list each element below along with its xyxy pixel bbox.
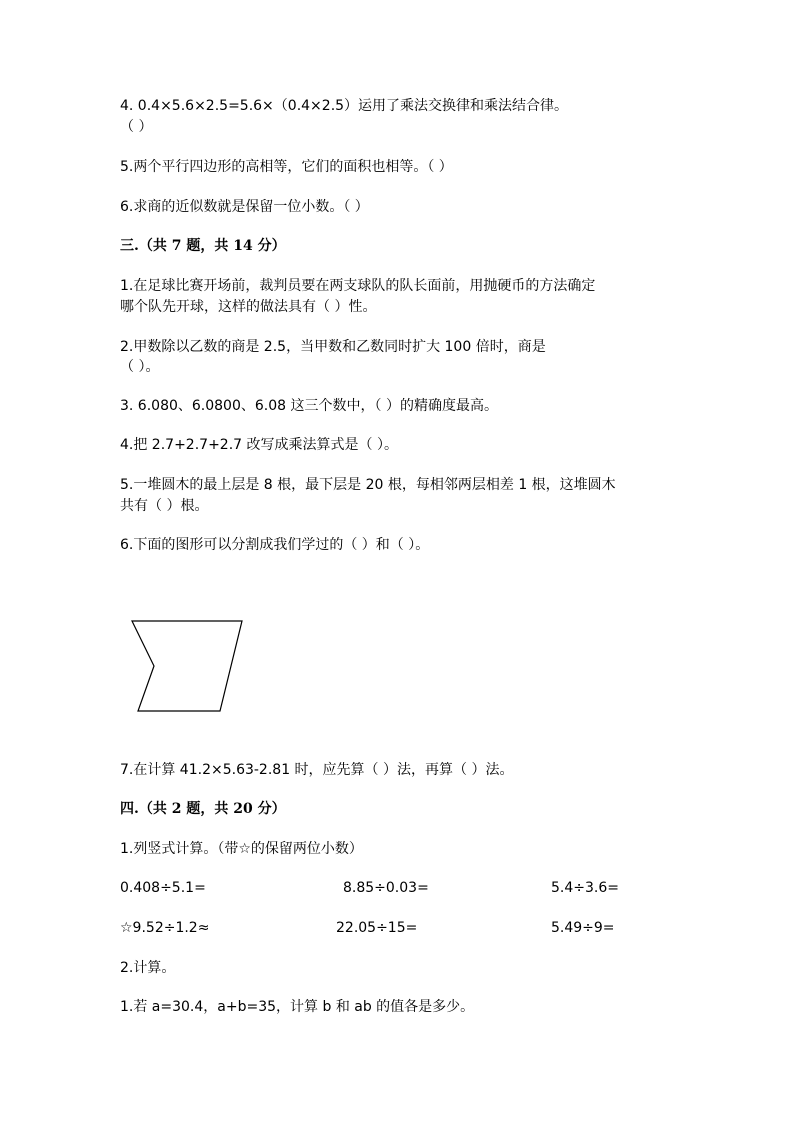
calc-row1-item2: 8.85÷0.03= <box>343 880 429 896</box>
calc-row1-item3: 5.4÷3.6= <box>551 880 619 896</box>
section3-title: 三.（共 7 题，共 14 分） <box>120 238 286 254</box>
s4-q1: 1.列竖式计算。（带☆的保留两位小数） <box>120 841 363 857</box>
s4-q2: 2.计算。 <box>120 960 176 976</box>
calc-row1-item1: 0.408÷5.1= <box>120 880 206 896</box>
section4-title: 四.（共 2 题，共 20 分） <box>120 801 286 817</box>
s3-q3: 3. 6.080、6.0800、6.08 这三个数中，（ ）的精确度最高。 <box>120 398 498 414</box>
figure-outline <box>132 621 242 711</box>
judge-q4-line1: 4. 0.4×5.6×2.5=5.6×（0.4×2.5）运用了乘法交换律和乘法结合律。 <box>120 98 569 114</box>
s3-q5-line2: 共有（ ）根。 <box>120 498 209 514</box>
calc-row2-item3: 5.49÷9= <box>551 920 615 936</box>
s3-q1-line1: 1.在足球比赛开场前，裁判员要在两支球队的队长面前，用抛硬币的方法确定 <box>120 278 596 294</box>
calc-row2-item1: ☆9.52÷1.2≈ <box>120 920 210 936</box>
judge-q4-line2: （ ） <box>120 119 153 135</box>
s3-q6: 6.下面的图形可以分割成我们学过的（ ）和（ ）。 <box>120 537 430 553</box>
s3-q5-line1: 5.一堆圆木的最上层是 8 根，最下层是 20 根，每相邻两层相差 1 根，这堆圆木 <box>120 477 616 493</box>
s3-q4: 4.把 2.7+2.7+2.7 改写成乘法算式是（ ）。 <box>120 437 398 453</box>
s3-q2-line1: 2.甲数除以乙数的商是 2.5，当甲数和乙数同时扩大 100 倍时，商是 <box>120 339 546 355</box>
notched-parallelogram-figure <box>120 600 250 715</box>
s4-q2-sub1: 1.若 a=30.4，a+b=35，计算 b 和 ab 的值各是多少。 <box>120 999 475 1015</box>
s3-q7: 7.在计算 41.2×5.63-2.81 时，应先算（ ）法，再算（ ）法。 <box>120 762 514 778</box>
s3-q1-line2: 哪个队先开球，这样的做法具有（ ）性。 <box>120 299 377 315</box>
calc-row2-item2: 22.05÷15= <box>336 920 418 936</box>
s3-q2-line2: （ ）。 <box>120 359 160 375</box>
judge-q5: 5.两个平行四边形的高相等，它们的面积也相等。（ ） <box>120 159 453 175</box>
judge-q6: 6.求商的近似数就是保留一位小数。（ ） <box>120 199 369 215</box>
